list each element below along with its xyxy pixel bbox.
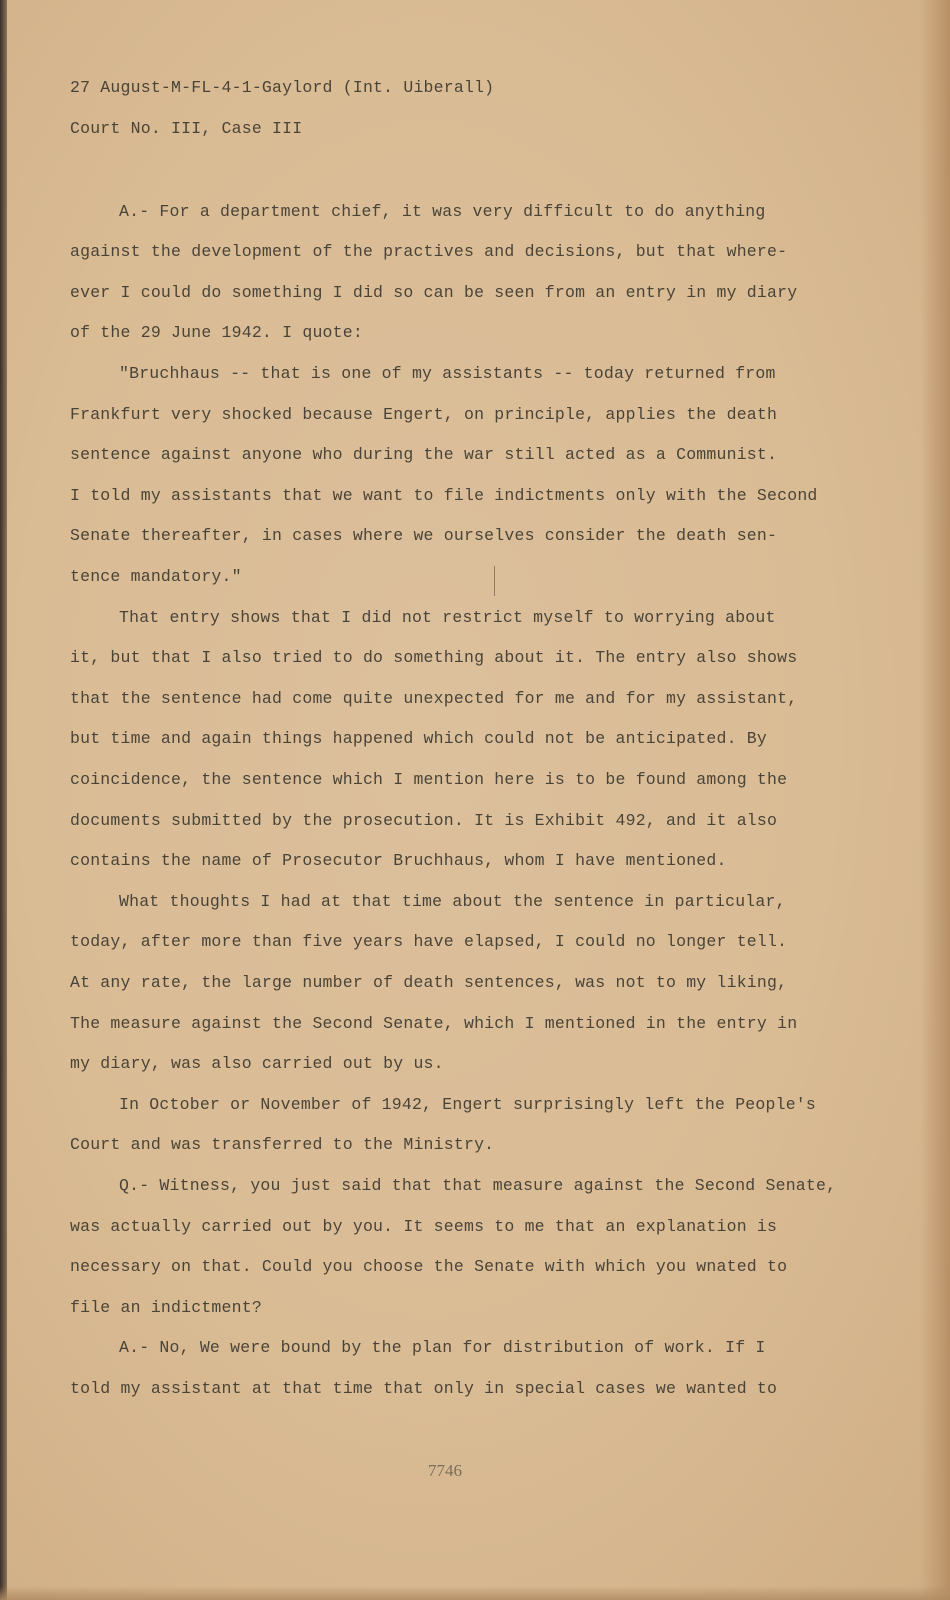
text-line: tence mandatory." <box>70 567 242 586</box>
text-line: Q.- Witness, you just said that that measure against the Second Senate, <box>119 1176 837 1195</box>
text-line: That entry shows that I did not restrict myself to worrying about <box>119 608 776 627</box>
text-line: "Bruchhaus -- that is one of my assistants -- today returned from <box>119 364 776 383</box>
text-line: In October or November of 1942, Engert surprisingly left the People's <box>119 1095 817 1114</box>
text-line: A.- No, We were bound by the plan for distribution of work. If I <box>119 1338 766 1357</box>
text-line: Frankfurt very shocked because Engert, on principle, applies the death <box>70 405 778 424</box>
text-line: of the 29 June 1942. I quote: <box>70 323 363 342</box>
text-line: documents submitted by the prosecution. It is Exhibit 492, and it also <box>70 811 778 830</box>
text-line: sentence against anyone who during the war still acted as a Communist. <box>70 445 778 464</box>
page-number: 7746 <box>428 1461 462 1480</box>
header-line-1: 27 August-M-FL-4-1-Gaylord (Int. Uiberall) <box>70 78 495 97</box>
scan-edge-right <box>920 0 950 1600</box>
text-line: against the development of the practives and decisions, but that where- <box>70 242 788 261</box>
text-line: my diary, was also carried out by us. <box>70 1054 444 1073</box>
text-line: A.- For a department chief, it was very difficult to do anything <box>119 202 766 221</box>
text-line: told my assistant at that time that only in special cases we wanted to <box>70 1379 778 1398</box>
text-line: The measure against the Second Senate, which I mentioned in the entry in <box>70 1014 798 1033</box>
text-line: today, after more than five years have elapsed, I could no longer tell. <box>70 932 788 951</box>
text-line: I told my assistants that we want to file indictments only with the Second <box>70 486 818 505</box>
scan-edge-bottom <box>0 1586 950 1600</box>
text-line: ever I could do something I did so can be seen from an entry in my diary <box>70 283 798 302</box>
text-line: Court and was transferred to the Ministry. <box>70 1135 495 1154</box>
margin-pencil-mark <box>494 566 495 596</box>
scan-edge-left <box>0 0 7 1600</box>
text-line: What thoughts I had at that time about the sentence in particular, <box>119 892 786 911</box>
text-line: it, but that I also tried to do something about it. The entry also shows <box>70 648 798 667</box>
text-line: but time and again things happened which could not be anticipated. By <box>70 729 768 748</box>
text-line: file an indictment? <box>70 1298 262 1317</box>
text-line: contains the name of Prosecutor Bruchhaus, whom I have mentioned. <box>70 851 727 870</box>
text-line: coincidence, the sentence which I mention here is to be found among the <box>70 770 788 789</box>
text-line: At any rate, the large number of death sentences, was not to my liking, <box>70 973 788 992</box>
text-line: necessary on that. Could you choose the Senate with which you wnated to <box>70 1257 788 1276</box>
text-line: that the sentence had come quite unexpected for me and for my assistant, <box>70 689 798 708</box>
text-line: Senate thereafter, in cases where we ourselves consider the death sen- <box>70 526 778 545</box>
text-line: was actually carried out by you. It seems to me that an explanation is <box>70 1217 778 1236</box>
header-line-2: Court No. III, Case III <box>70 119 303 138</box>
